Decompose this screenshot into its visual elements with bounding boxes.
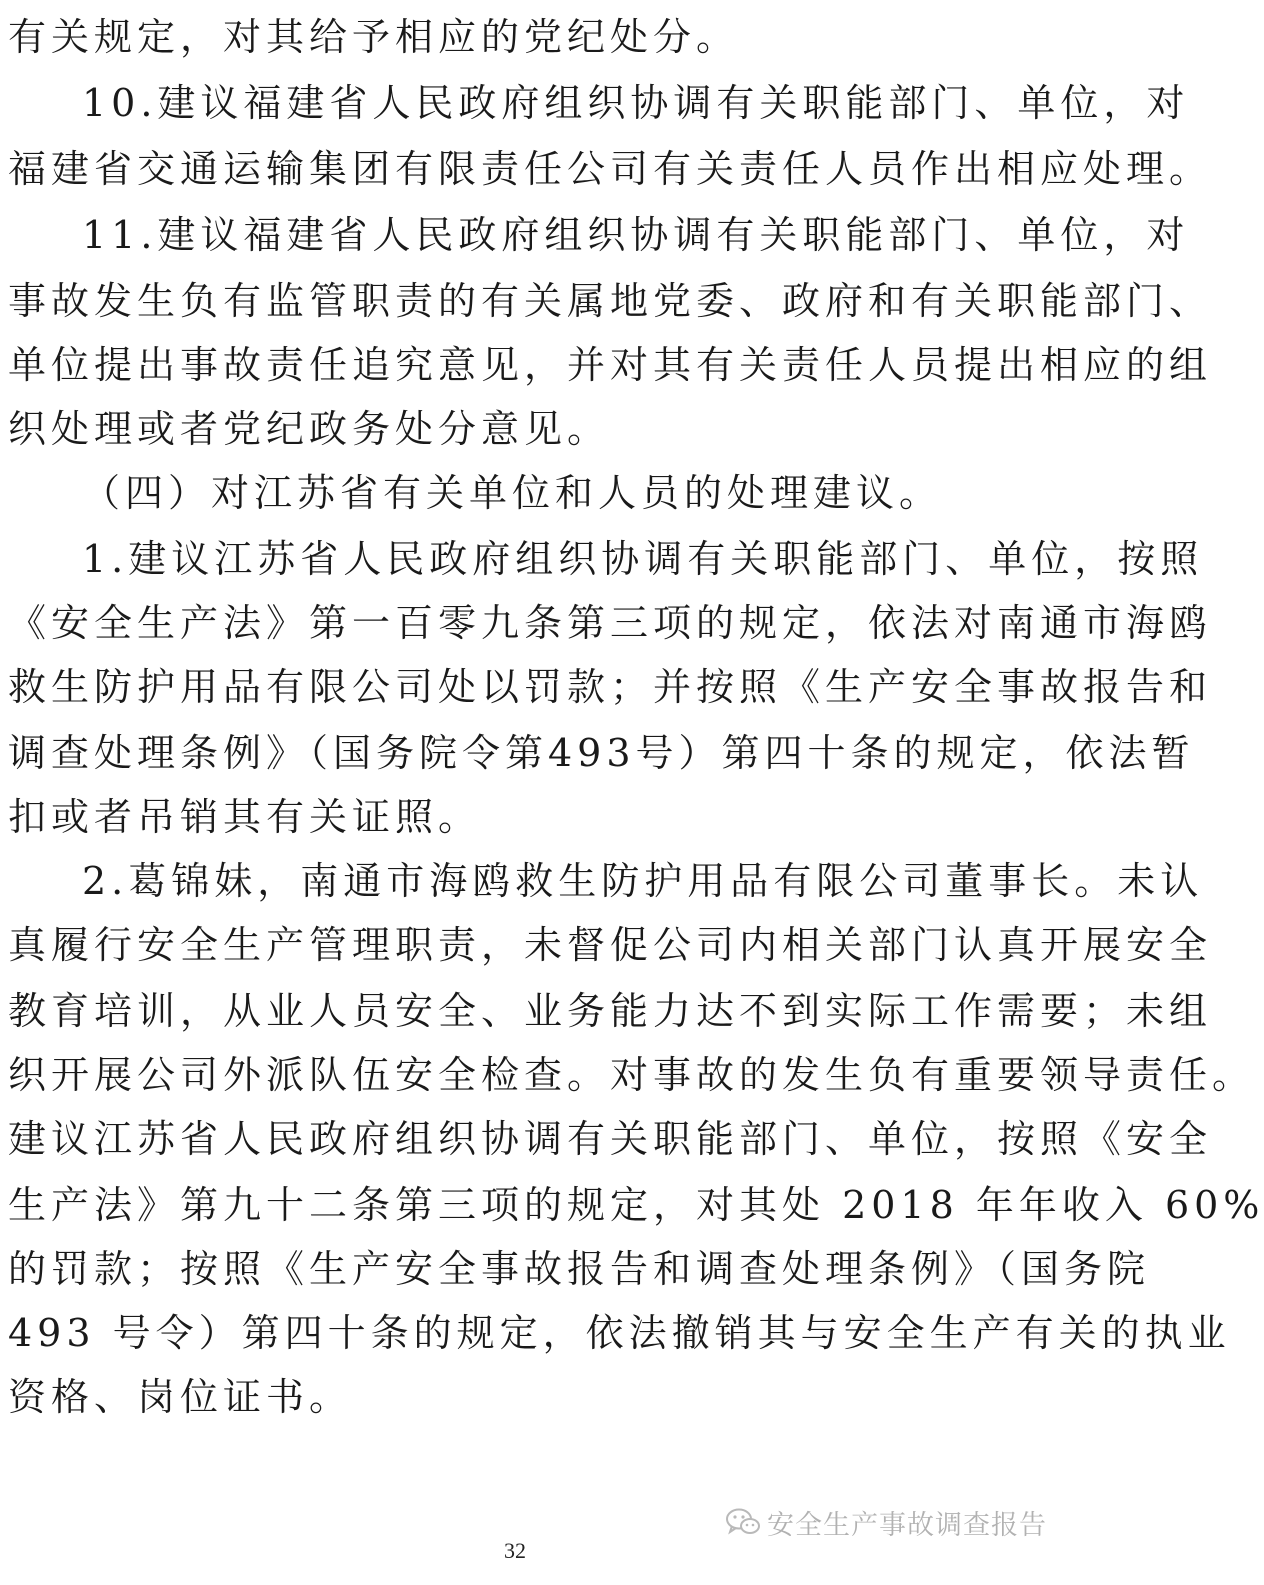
text-line: 10.建议福建省人民政府组织协调有关职能部门、单位，对 xyxy=(82,81,1190,125)
text-line: 资格、岗位证书。 xyxy=(8,1375,353,1419)
text-line: 《安全生产法》第一百零九条第三项的规定，依法对南通市海鸥 xyxy=(8,601,1213,645)
text-line: 织开展公司外派队伍安全检查。对事故的发生负有重要领导责任。 xyxy=(8,1053,1256,1097)
text-line: 织处理或者党纪政务处分意见。 xyxy=(8,407,611,451)
text-line: 福建省交通运输集团有限责任公司有关责任人员作出相应处理。 xyxy=(8,147,1213,191)
watermark-text: 安全生产事故调查报告 xyxy=(767,1509,1047,1541)
text-line: 救生防护用品有限公司处以罚款；并按照《生产安全事故报告和 xyxy=(8,665,1213,709)
text-line: 有关规定，对其给予相应的党纪处分。 xyxy=(8,15,740,59)
section-heading: （四）对江苏省有关单位和人员的处理建议。 xyxy=(82,471,943,515)
text-line: 真履行安全生产管理职责，未督促公司内相关部门认真开展安全 xyxy=(8,923,1213,967)
text-line: 调查处理条例》（国务院令第493号）第四十条的规定，依法暂 xyxy=(8,731,1195,775)
text-line: 493 号令）第四十条的规定，依法撤销其与安全生产有关的执业 xyxy=(8,1311,1231,1355)
text-line: 生产法》第九十二条第三项的规定，对其处 2018 年年收入 60% xyxy=(8,1183,1264,1227)
text-line: 2.葛锦妹，南通市海鸥救生防护用品有限公司董事长。未认 xyxy=(82,859,1204,903)
text-line: 单位提出事故责任追究意见，并对其有关责任人员提出相应的组 xyxy=(8,343,1213,387)
wechat-icon xyxy=(725,1507,761,1537)
text-line: 事故发生负有监管职责的有关属地党委、政府和有关职能部门、 xyxy=(8,279,1213,323)
text-line: 1.建议江苏省人民政府组织协调有关职能部门、单位，按照 xyxy=(82,537,1204,581)
text-line: 11.建议福建省人民政府组织协调有关职能部门、单位，对 xyxy=(82,213,1190,257)
text-line: 建议江苏省人民政府组织协调有关职能部门、单位，按照《安全 xyxy=(8,1117,1213,1161)
text-line: 教育培训，从业人员安全、业务能力达不到实际工作需要；未组 xyxy=(8,989,1213,1033)
text-line: 扣或者吊销其有关证照。 xyxy=(8,795,482,839)
page-number: 32 xyxy=(504,1538,526,1563)
text-line: 的罚款；按照《生产安全事故报告和调查处理条例》（国务院 xyxy=(8,1247,1151,1291)
